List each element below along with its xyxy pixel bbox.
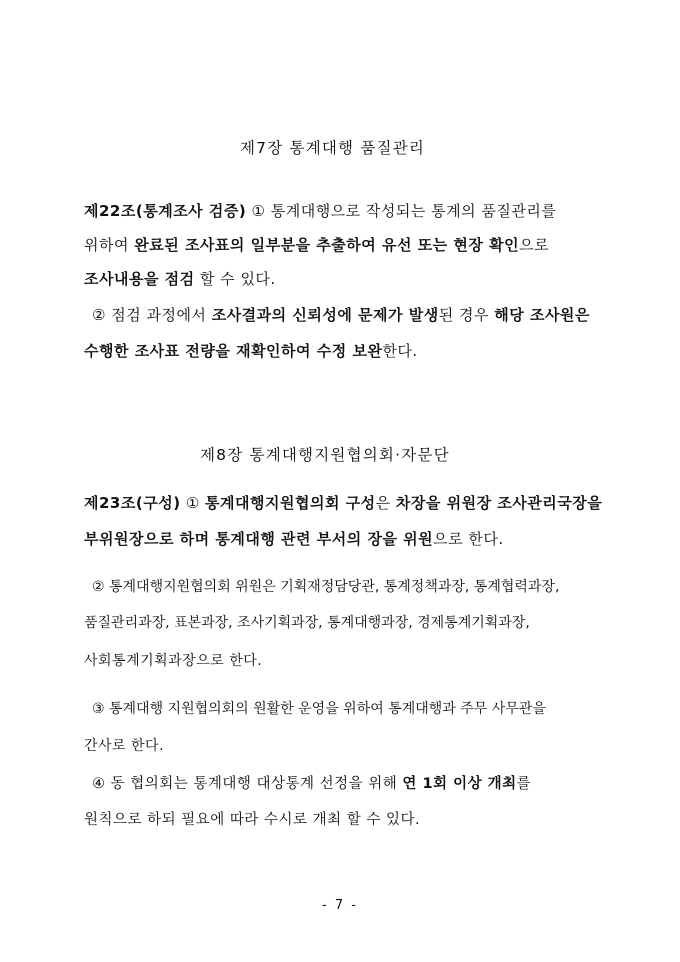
- chapter-7-heading: 제7장 통계대행 품질관리: [240, 139, 426, 157]
- article-22-line-2: [84, 234, 549, 255]
- article-23-line-1: [84, 492, 602, 513]
- article-23-p3-line-2: 간사로 한다.: [84, 738, 165, 754]
- text-span: 은: [375, 494, 396, 512]
- article-23-line-2: [84, 528, 504, 549]
- article-22-text: ① 통계대행으로 작성되는 통계의 품질관리를: [246, 202, 557, 220]
- page-number: - 7 -: [322, 898, 358, 913]
- text-span: ①: [180, 494, 206, 512]
- article-22-line-3: [84, 268, 276, 289]
- article-23-p4-line-1: [92, 772, 531, 793]
- bold-span: 조사결과의 신뢰성에 문제가 발생: [211, 306, 439, 324]
- bold-span: 조사내용을 점검: [84, 270, 195, 288]
- chapter-8-heading: 제8장 통계대행지원협의회·자문단: [200, 446, 450, 464]
- text-span: 된 경우: [438, 306, 495, 324]
- text-span: 를: [516, 776, 532, 792]
- text-span: 할 수 있다.: [194, 270, 276, 288]
- bold-span: 해당 조사원은: [494, 306, 590, 324]
- bold-span: 통계대행지원협의회 구성: [205, 494, 376, 512]
- article-23-p3-line-1: ③ 통계대행 지원협의회의 원활한 운영을 위하여 통계대행과 주무 사무관을: [92, 701, 546, 717]
- article-23-p2-line-1: ② 통계대행지원협의회 위원은 기획재정담당관, 통계정책과장, 통계협력과장,: [92, 579, 560, 595]
- text-span: ④ 동 협의회는 통계대행 대상통계 선정을 위해: [92, 776, 403, 792]
- text-span: 위하여: [84, 236, 135, 254]
- bold-span: 수행한 조사표 전량을 재확인하여 수정 보완: [84, 342, 383, 360]
- article-22-line-4: [92, 304, 590, 325]
- bold-span: 차장을 위원장 조사관리국장을: [395, 494, 603, 512]
- article-22-line-5: [84, 340, 418, 361]
- article-23-p2-line-3: 사회통계기획과장으로 한다.: [84, 653, 263, 669]
- bold-span: 완료된 조사표의 일부분을 추출하여 유선 또는 현장 확인: [134, 236, 520, 254]
- bold-span: 부위원장으로 하며 통계대행 관련 부서의 장을 위원: [84, 530, 434, 548]
- text-span: 한다.: [382, 342, 418, 360]
- article-22-label: 제22조(통계조사 검증): [84, 202, 247, 220]
- text-span: 으로: [519, 236, 550, 254]
- article-23-label: 제23조(구성): [84, 494, 181, 512]
- article-22-line-1: [84, 200, 556, 221]
- article-23-p2-line-2: 품질관리과장, 표본과장, 조사기획과장, 통계대행과장, 경제통계기획과장,: [84, 615, 530, 631]
- text-span: 으로 한다.: [433, 530, 504, 548]
- text-span: ② 점검 과정에서: [92, 306, 212, 324]
- article-23-p4-line-2: 원칙으로 하되 필요에 따라 수시로 개최 할 수 있다.: [84, 812, 421, 828]
- bold-span: 연 1회 이상 개최: [402, 776, 517, 792]
